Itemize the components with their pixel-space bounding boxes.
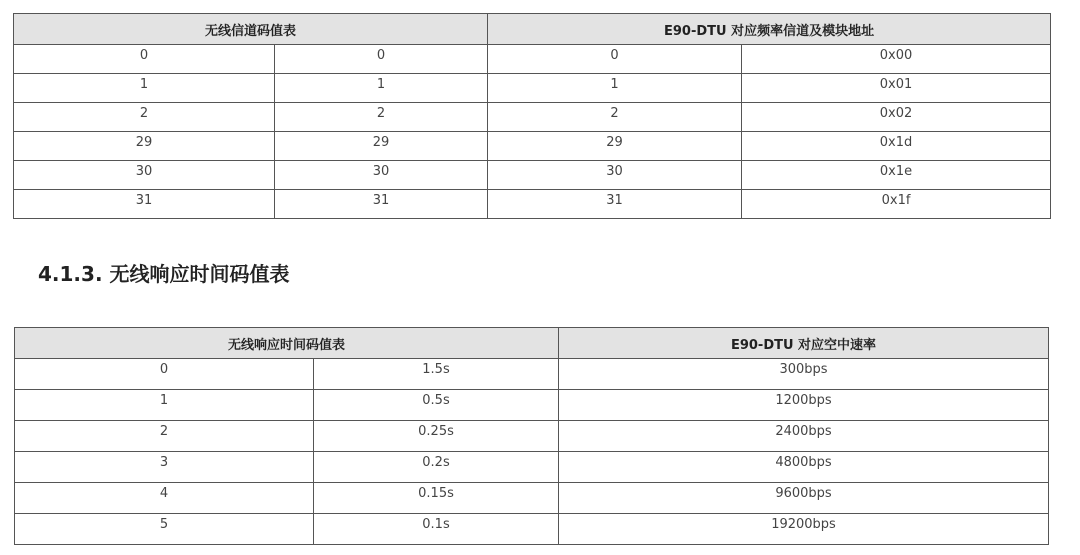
table-cell: 29 xyxy=(14,132,275,161)
table-cell: 0.1s xyxy=(314,514,559,545)
table-cell: 1200bps xyxy=(559,390,1049,421)
table-cell: 4800bps xyxy=(559,452,1049,483)
section-heading: 4.1.3. 无线响应时间码值表 xyxy=(38,262,290,286)
table-cell: 2 xyxy=(275,103,488,132)
table-cell: 30 xyxy=(488,161,742,190)
table-cell: 1 xyxy=(14,74,275,103)
table-cell: 0 xyxy=(275,45,488,74)
table-cell: 0x1e xyxy=(742,161,1051,190)
table-row xyxy=(14,45,1051,74)
table-cell: 0x01 xyxy=(742,74,1051,103)
table-cell: 0 xyxy=(15,359,314,390)
table-cell: 1 xyxy=(275,74,488,103)
table-cell: 29 xyxy=(488,132,742,161)
table-cell: 5 xyxy=(15,514,314,545)
channel-code-table xyxy=(13,13,1051,219)
table-cell: 9600bps xyxy=(559,483,1049,514)
table-cell: 1 xyxy=(488,74,742,103)
table-cell: 3 xyxy=(15,452,314,483)
table-row xyxy=(15,452,1049,483)
table-cell: 30 xyxy=(14,161,275,190)
response-time-code-header: 无线响应时间码值表 xyxy=(15,328,559,359)
table-row xyxy=(15,421,1049,452)
table-row xyxy=(14,74,1051,103)
table-row xyxy=(15,390,1049,421)
table-cell: 0.5s xyxy=(314,390,559,421)
table-row xyxy=(14,103,1051,132)
table-header-row xyxy=(15,328,1049,359)
table-cell: 0.15s xyxy=(314,483,559,514)
table-cell: 0.2s xyxy=(314,452,559,483)
table-row xyxy=(14,132,1051,161)
table-cell: 4 xyxy=(15,483,314,514)
table-header-row xyxy=(14,14,1051,45)
table-cell: 0 xyxy=(14,45,275,74)
table-cell: 31 xyxy=(488,190,742,219)
table-cell: 0 xyxy=(488,45,742,74)
table-cell: 31 xyxy=(275,190,488,219)
table-cell: 2 xyxy=(15,421,314,452)
table-cell: 1 xyxy=(15,390,314,421)
table-cell: 19200bps xyxy=(559,514,1049,545)
channel-code-header: 无线信道码值表 xyxy=(14,14,488,45)
table-row xyxy=(15,359,1049,390)
table-cell: 0x00 xyxy=(742,45,1051,74)
air-rate-header: E90-DTU 对应空中速率 xyxy=(559,328,1049,359)
table-cell: 2 xyxy=(14,103,275,132)
table-cell: 31 xyxy=(14,190,275,219)
table-cell: 2400bps xyxy=(559,421,1049,452)
table-cell: 0x1f xyxy=(742,190,1051,219)
table-row xyxy=(15,483,1049,514)
table-cell: 300bps xyxy=(559,359,1049,390)
table-row xyxy=(14,161,1051,190)
table-cell: 0.25s xyxy=(314,421,559,452)
table-cell: 2 xyxy=(488,103,742,132)
table-cell: 1.5s xyxy=(314,359,559,390)
frequency-channel-address-header: E90-DTU 对应频率信道及模块地址 xyxy=(488,14,1051,45)
table-cell: 29 xyxy=(275,132,488,161)
table-cell: 30 xyxy=(275,161,488,190)
table-cell: 0x1d xyxy=(742,132,1051,161)
table-row xyxy=(15,514,1049,545)
response-time-code-table xyxy=(14,327,1049,545)
table-row xyxy=(14,190,1051,219)
table-cell: 0x02 xyxy=(742,103,1051,132)
